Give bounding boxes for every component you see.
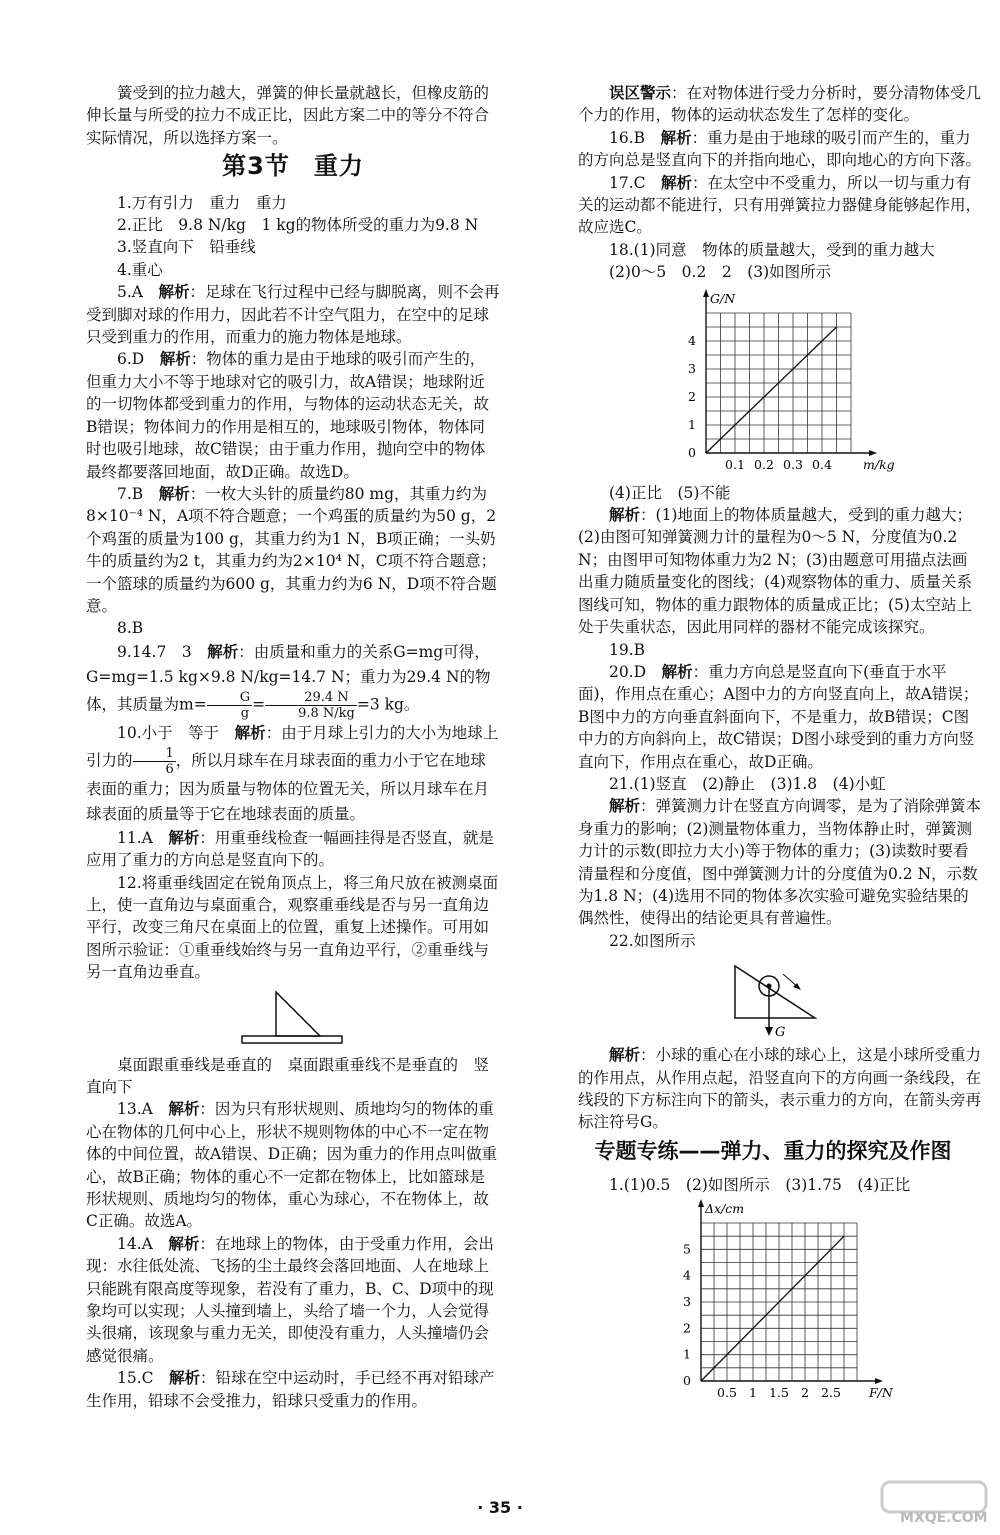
x-tick-label: 0.3 bbox=[783, 456, 803, 472]
right-column bbox=[578, 82, 982, 1415]
x-axis-arrow bbox=[869, 450, 877, 456]
triangle-ruler bbox=[276, 992, 320, 1036]
answer-text: ：重力是由于地球的吸引而产生的，重力的方向总是竖直向下的并指向地心，即向地心的方向下落。 bbox=[578, 128, 982, 170]
warning-label: 误区警示 bbox=[609, 84, 672, 102]
section-heading bbox=[86, 152, 500, 181]
x-tick-label: 0.1 bbox=[725, 456, 745, 472]
series-line bbox=[701, 1236, 844, 1381]
answer-22-explain bbox=[578, 1044, 982, 1134]
answer-22: 22.如图所示 bbox=[609, 931, 696, 950]
y-axis-arrow bbox=[703, 289, 709, 297]
y-tick-label: 4 bbox=[688, 332, 696, 348]
gravity-arrow-head bbox=[765, 1027, 773, 1036]
gravity-mass-chart bbox=[670, 288, 895, 478]
answer-12: 12.将重垂线固定在锐角顶点上，将三角尺放在被测桌面上，使一直角边与桌面重合，观察重垂线是否与另一直角边平行，改变三角尺在桌面上的位置，重复上述操作。可用如图所示验证：①重垂线始终与另一直角边平行，②重垂线与另一直角边垂直。 bbox=[86, 873, 499, 982]
answer-21: 21.(1)竖直 (2)静止 (3)1.8 (4)小虹 bbox=[609, 774, 886, 793]
answer-text: ：由于月球上引力的大小为地球上引力的 bbox=[86, 723, 499, 770]
answer-text: ：一枚大头针的质量约80 mg，其重力约为8×10⁻⁴ N，A项不符合题意；一个鸡蛋的质量约为50 g，2个鸡蛋的质量为100 g，其重力约为1 N，B项正确；一头奶牛的质量约为2 t，其重力约为2×10⁴ N，C项不符合题意；一个篮球的质量约为600 g，其重力约为6 N，D项不符合题意。 bbox=[86, 484, 497, 615]
section-name: 重力 bbox=[313, 152, 364, 181]
jiexi-label: 解析 bbox=[158, 283, 190, 302]
x-axis-arrow bbox=[875, 1378, 883, 1384]
answer-18-1: 18.(1)同意 物体的质量越大，受到的重力越大 bbox=[609, 240, 935, 259]
answer-num: 9.14.7 3 bbox=[117, 642, 192, 661]
answer-10 bbox=[86, 721, 500, 827]
fraction bbox=[265, 690, 357, 721]
answer-6 bbox=[86, 348, 500, 482]
desk-surface bbox=[242, 1036, 342, 1043]
jiexi-label: 解析 bbox=[609, 506, 641, 525]
page-number: · 35 · bbox=[477, 1498, 523, 1517]
x-tick-label: 0.4 bbox=[812, 456, 832, 472]
denominator: g bbox=[240, 705, 250, 721]
x-axis-label: m/kg bbox=[863, 456, 895, 472]
extension-force-chart bbox=[665, 1201, 895, 1411]
x-tick-label: 1 bbox=[749, 1384, 757, 1400]
jiexi-label: 解析 bbox=[609, 797, 641, 816]
answer-num: 15.C bbox=[117, 1369, 154, 1388]
x-tick-label: 2.5 bbox=[821, 1384, 841, 1400]
answer-num: 10.小于 等于 bbox=[117, 723, 220, 742]
answer-7 bbox=[86, 483, 500, 617]
jiexi-label: 解析 bbox=[609, 1046, 641, 1065]
jiexi-label: 解析 bbox=[207, 642, 239, 661]
answer-18-explain bbox=[578, 504, 982, 638]
answer-num: 13.A bbox=[117, 1100, 153, 1119]
y-tick-label: 2 bbox=[683, 1319, 691, 1335]
y-axis-arrow bbox=[698, 1199, 704, 1207]
denominator: 9.8 N/kg bbox=[298, 705, 355, 721]
answer-11 bbox=[86, 827, 500, 872]
equals-sign: = bbox=[252, 695, 266, 714]
y-tick-label: 4 bbox=[683, 1267, 691, 1283]
answer-9 bbox=[86, 640, 500, 721]
answer-num: 11.A bbox=[117, 828, 153, 847]
denominator: 6 bbox=[165, 761, 174, 777]
jiexi-label: 解析 bbox=[168, 828, 200, 847]
y-tick-label: 0 bbox=[688, 444, 696, 460]
answer-19: 19.B bbox=[609, 640, 646, 659]
incline-block bbox=[735, 966, 815, 1018]
section-number: 第3节 bbox=[222, 152, 290, 181]
y-axis-label: Δx/cm bbox=[705, 1200, 745, 1216]
jiexi-label: 解析 bbox=[661, 662, 693, 681]
answer-text: ：重力方向总是竖直向下(垂直于水平面)，作用点在重心；A图中力的方向竖直向上，故A错误；B图中力的方向垂直斜面向下，不是重力，故B错误；C图中力的方向斜向上，故C错误；D图小球受到的重力方向竖直向下，作用点在重心，故D正确。 bbox=[578, 662, 979, 771]
jiexi-label: 解析 bbox=[159, 350, 191, 369]
answer-text: ：因为只有形状规则、质地均匀的物体的重心在物体的几何中心上，形状不规则物体的中心不一定在物体的中间位置，故A错误、D正确；因为重力的作用点叫做重心，故B正确；物体的重心不一定都在物体上，比如篮球是形状规则、质地均匀的物体，重心为球心，不在物体上，故C正确。故选A。 bbox=[86, 1100, 498, 1231]
answer-14 bbox=[86, 1233, 500, 1367]
answer-1: 1.万有引力 重力 重力 bbox=[117, 193, 287, 212]
jiexi-label: 解析 bbox=[168, 1234, 200, 1253]
gravity-label: G bbox=[775, 1025, 786, 1041]
x-tick-label: 1.5 bbox=[769, 1384, 789, 1400]
x-axis-label: F/N bbox=[869, 1384, 893, 1400]
answer-12b: 桌面跟重垂线是垂直的 桌面跟重垂线不是垂直的 竖直向下 bbox=[86, 1055, 490, 1096]
answer-18-3: (4)正比 (5)不能 bbox=[609, 483, 731, 502]
fraction bbox=[207, 690, 252, 721]
answer-text: ：小球的重心在小球的球心上，这是小球所受重力的作用点，从作用点起，沿竖直向下的方向画一条线段，在线段的下方标注向下的箭头，表示重力的方向，在箭头旁再标注符号G。 bbox=[578, 1046, 982, 1132]
jiexi-label: 解析 bbox=[169, 1369, 201, 1388]
answer-text: ：铅球在空中运动时，手已经不再对铅球产生作用，铅球不会受推力，铅球只受重力的作用。 bbox=[86, 1369, 495, 1410]
answer-num: 5.A bbox=[117, 283, 143, 302]
answer-20 bbox=[578, 661, 982, 773]
answer-text: =3 kg。 bbox=[356, 695, 420, 714]
answer-text: ：弹簧测力计在竖直方向调零，是为了消除弹簧本身重力的影响；(2)测量物体重力，当物体静止时，弹簧测力计的示数(即拉力大小)等于物体的重力；(3)读数时要看清量程和分度值，图中弹簧测力计的分度值为0.2 N，示数为1.8 N；(4)选用不同的物体多次实验可避免实验结果的偶然性，使得出的结论更具有普遍性。 bbox=[578, 797, 982, 928]
x-tick-label: 2 bbox=[801, 1384, 809, 1400]
answer-num: 14.A bbox=[117, 1234, 153, 1253]
y-tick-label: 3 bbox=[688, 360, 696, 376]
answer-text: ：在太空中不受重力，所以一切与重力有关的运动都不能进行，只有用弹簧拉力器健身能够起作用，故应选C。 bbox=[578, 173, 982, 237]
answer-text: ：由质量和重力的关系G=mg可得，G=mg=1.5 kg×9.8 N/kg=14.7 N；重力为29.4 N的物体，其质量为m= bbox=[86, 642, 491, 714]
warning-note bbox=[578, 82, 982, 127]
para-continued: 簧受到的拉力越大，弹簧的伸长量就越长，但橡皮筋的伸长量与所受的拉力不成正比，因此方案二中的等分不符合实际情况，所以选择方案一。 bbox=[86, 84, 490, 147]
y-tick-label: 0 bbox=[683, 1372, 691, 1388]
answer-2: 2.正比 9.8 N/kg 1 kg的物体所受的重力为9.8 N bbox=[117, 216, 479, 235]
watermark-shape bbox=[882, 1482, 986, 1512]
x-tick-label: 0.5 bbox=[717, 1384, 737, 1400]
answer-21-explain bbox=[578, 795, 982, 929]
answer-15 bbox=[86, 1367, 500, 1412]
answer-num: 17.C bbox=[609, 173, 646, 192]
answer-num: 6.D bbox=[117, 350, 145, 369]
x-tick-label: 0.2 bbox=[754, 456, 774, 472]
numerator: G bbox=[207, 690, 252, 706]
answer-num: 20.D bbox=[609, 662, 647, 681]
y-tick-label: 1 bbox=[688, 416, 696, 432]
answer-text: ：足球在飞行过程中已经与脚脱离，则不会再受到脚对球的作用力，因此若不计空气阻力，在空中的足球只受到重力的作用，而重力的施力物体是地球。 bbox=[86, 283, 500, 347]
series-line bbox=[706, 327, 837, 453]
y-tick-label: 3 bbox=[683, 1293, 691, 1309]
jiexi-label: 解析 bbox=[168, 1100, 200, 1119]
answer-18-2: (2)0～5 0.2 2 (3)如图所示 bbox=[609, 263, 832, 282]
answer-text: ：在地球上的物体，由于受重力作用，会出现：水往低处流、飞扬的尘土最终会落回地面、人在地球上只能跳有限高度等现象，若没有了重力，B、C、D项中的现象均可以实现；人头撞到墙上，头给了墙一个力，人会觉得头很痛，该现象与重力无关，即使没有重力，人头撞墙仍会感觉很痛。 bbox=[86, 1234, 494, 1365]
jiexi-label: 解析 bbox=[661, 173, 693, 192]
y-tick-label: 1 bbox=[683, 1346, 691, 1362]
answer-num: 16.B bbox=[609, 128, 646, 147]
jiexi-label: 解析 bbox=[158, 484, 190, 503]
answer-4: 4.重心 bbox=[117, 260, 163, 279]
jiexi-label: 解析 bbox=[234, 723, 266, 742]
answer-text: ：用重垂线检查一幅画挂得是否竖直，就是应用了重力的方向总是竖直向下的。 bbox=[86, 828, 494, 870]
left-column bbox=[86, 82, 500, 1412]
answer-3: 3.竖直向下 铅垂线 bbox=[117, 238, 256, 257]
y-tick-label: 5 bbox=[683, 1240, 691, 1256]
fraction bbox=[133, 746, 176, 777]
answer-num: 7.B bbox=[117, 484, 144, 503]
numerator: 1 bbox=[133, 746, 176, 762]
answer-17 bbox=[578, 172, 982, 239]
numerator: 29.4 N bbox=[265, 690, 357, 706]
watermark-text: MXQE.COM bbox=[900, 1510, 988, 1526]
topic-answer-1: 1.(1)0.5 (2)如图所示 (3)1.75 (4)正比 bbox=[609, 1176, 911, 1195]
triangle-ruler-figure bbox=[238, 988, 348, 1050]
answer-text: ：物体的重力是由于地球的吸引而产生的，但重力大小不等于地球对它的吸引力，故A错误；地球附近的一切物体都受到重力的作用，与物体的运动状态无关，故B错误；物体间力的作用是相互的，地球吸引物体，物体同时也吸引地球，故C错误；由于重力作用，抛向空中的物体最终都要落回地面，故D正确。故选D。 bbox=[86, 350, 490, 481]
jiexi-label: 解析 bbox=[660, 128, 692, 147]
answer-8: 8.B bbox=[117, 619, 144, 638]
y-tick-label: 2 bbox=[688, 388, 696, 404]
ball-on-incline-figure bbox=[725, 956, 835, 1040]
answer-text: ，所以月球车在月球表面的重力小于它在地球表面的重力；因为质量与物体的位置无关，所以月球车在月球表面的质量等于它在地球表面的质量。 bbox=[86, 751, 490, 823]
answer-16 bbox=[578, 127, 982, 172]
answer-13 bbox=[86, 1098, 500, 1232]
topic-heading: 专题专练——弹力、重力的探究及作图 bbox=[594, 1138, 952, 1163]
y-axis-label: G/N bbox=[710, 290, 736, 306]
warning-text: ：在对物体进行受力分析时，要分清物体受几个力的作用，物体的运动状态发生了怎样的变化。 bbox=[578, 84, 982, 125]
answer-5 bbox=[86, 281, 500, 348]
answer-text: ：(1)地面上的物体质量越大，受到的重力越大；(2)由图可知弹簧测力计的量程为0～5 N，分度值为0.2 N；由图甲可知物体重力为2 N；(3)由题意可用描点法画出重力随质量变化的图线；(4)观察物体的重力、质量关系图线可知，物体的重力跟物体的质量成正比；(5)太空站上处于失重状态，因此用同样的器材不能完成该探究。 bbox=[578, 506, 972, 637]
